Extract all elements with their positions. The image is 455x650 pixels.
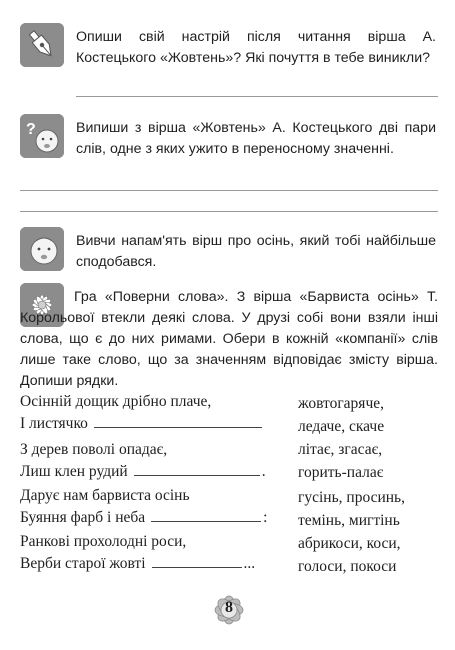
poem-line-8: Верби старої жовті ... xyxy=(20,555,256,572)
answer-line xyxy=(76,96,438,97)
svg-text:?: ? xyxy=(26,121,36,138)
fill-blank[interactable] xyxy=(134,475,260,476)
answer-line xyxy=(20,190,438,191)
task-2-text: Випиши з вірша «Жовтень» А. Костецького дві пари слів, одне з яких ужито в переносному значенні. xyxy=(76,120,436,157)
word-group-1: жовтогаряче, ледаче, скаче xyxy=(298,395,385,435)
page-number: 8 xyxy=(225,599,233,616)
fill-blank[interactable] xyxy=(94,427,262,428)
game-instructions xyxy=(20,287,438,392)
poem-line-7: Ранкові прохолодні роси, xyxy=(20,533,187,550)
poem-line-5: Дарує нам барвиста осінь xyxy=(20,487,190,504)
poem-line-4: Лиш клен рудий . xyxy=(20,463,266,480)
pen-nib-icon xyxy=(20,23,64,67)
fill-blank[interactable] xyxy=(152,567,242,568)
word-group-4: абрикоси, коси, голоси, покоси xyxy=(298,535,401,575)
fill-blank[interactable] xyxy=(151,521,261,522)
poem-line-2: І листячко xyxy=(20,414,262,434)
poem-line-6: Буяння фарб і неба : xyxy=(20,509,268,526)
task-1-text: Опиши свій настрій після читання вірша А. Костецького «Жовтень»? Які почуття в тебе виникли? xyxy=(76,29,436,66)
child-face-icon xyxy=(20,227,64,271)
poem-line-3: З дерев поволі опадає, xyxy=(20,441,168,458)
game-text: Гра «Поверни слова». З вірша «Барвиста осінь» Т. Корольової втекли деякі слова. У друзі собі вони взяли інші слова, що є до них римами. Обери в кожній «компанії» слів лише таке слово, що за значенням відповідає змісту вірша. Допиши рядки. xyxy=(20,289,438,389)
answer-line xyxy=(20,211,438,212)
question-child-icon xyxy=(20,114,64,158)
word-group-2: літає, згасає, горить-палає xyxy=(298,441,384,481)
word-group-3: гусінь, просинь, темінь, мигтінь xyxy=(298,489,406,529)
task-3-text: Вивчи напам'ять вірш про осінь, який тобі найбільше сподобався. xyxy=(76,233,436,270)
poem-line-1: Осінній дощик дрібно плаче, xyxy=(20,393,212,410)
